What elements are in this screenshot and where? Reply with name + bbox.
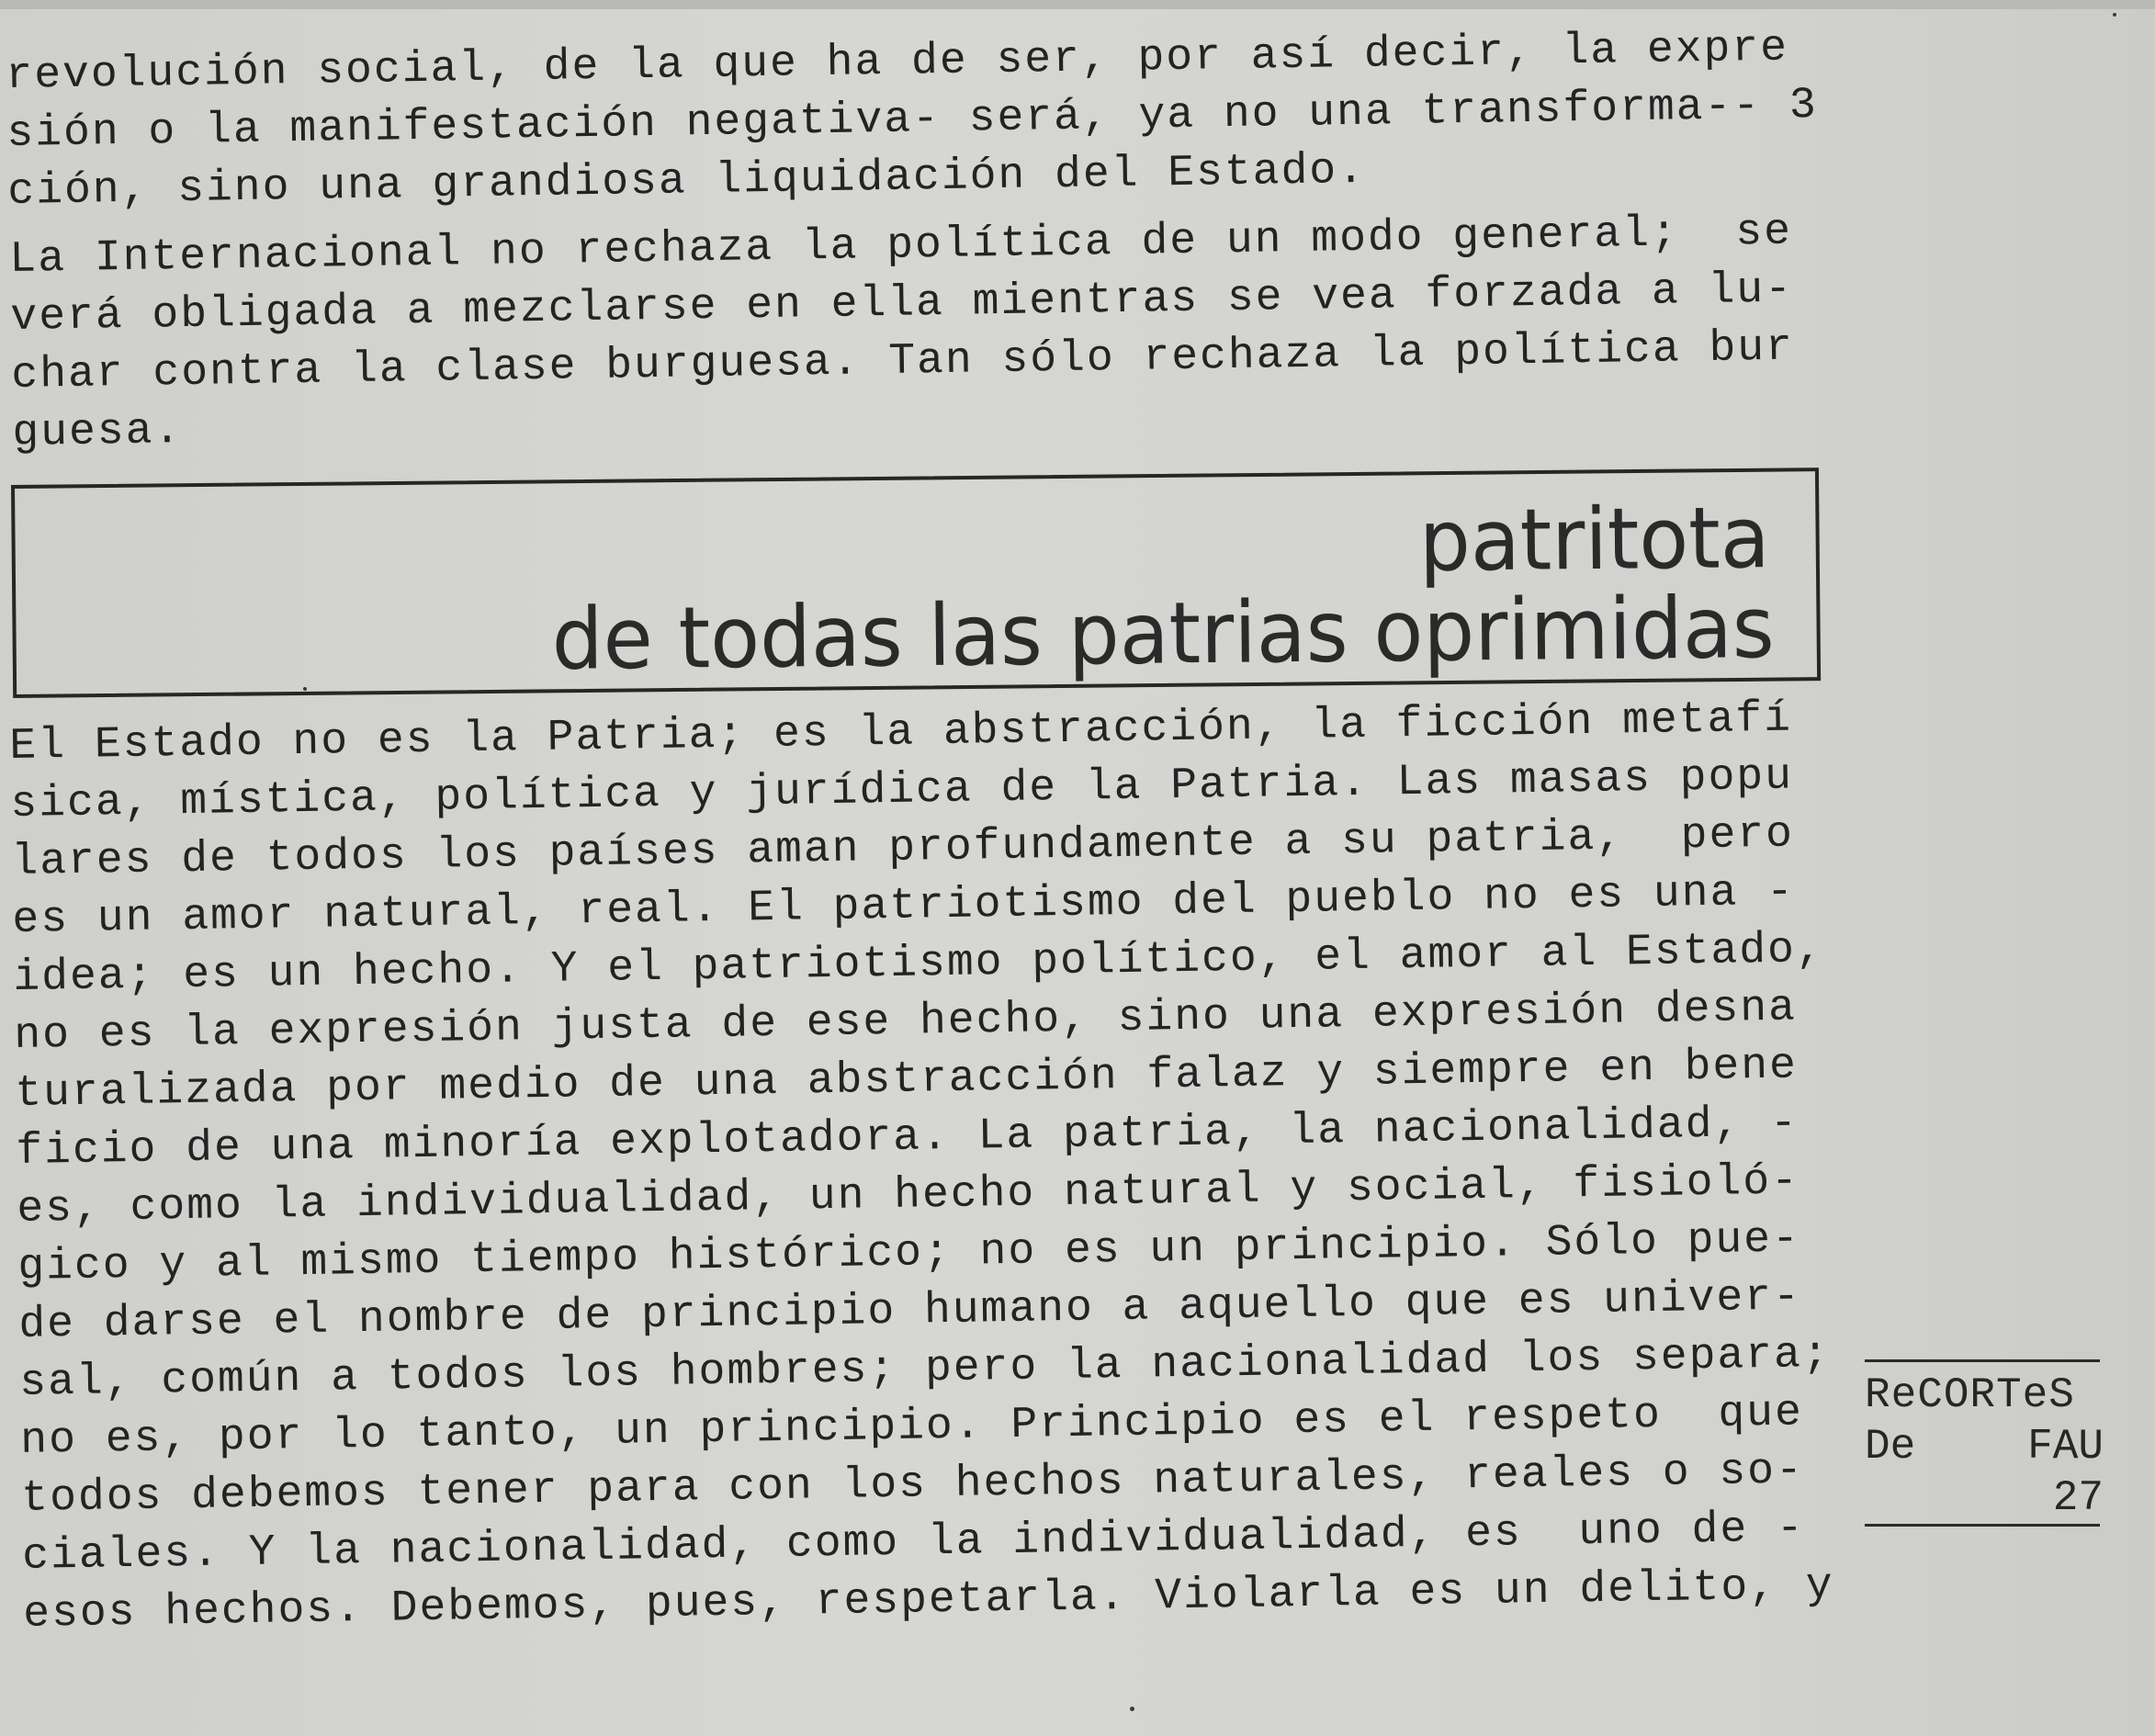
- text-line: idea; es un hecho. Y el patriotismo político, el amor al Estado,: [13, 925, 1825, 1003]
- text-line: ción, sino una grandiosa liquidación del Estado.: [7, 145, 1367, 217]
- text-line: no es la expresión justa de ese hecho, sino una expresión desna: [14, 983, 1798, 1061]
- headline-line-1: patritota: [1418, 488, 1771, 591]
- text-line: no es, por lo tanto, un principio. Principio es el respeto que: [19, 1388, 1804, 1466]
- scan-speck: [2113, 13, 2116, 17]
- text-line: sal, común a todos los hombres; pero la nacionalidad los separa;: [18, 1329, 1832, 1408]
- text-line: La Internacional no rechaza la política de un modo general; se: [9, 207, 1793, 285]
- text-line: ciales. Y la nacionalidad, como la individualidad, es uno de -: [21, 1504, 1806, 1582]
- stamp-bottom-rule: [1865, 1524, 2100, 1527]
- recortes-fau-stamp: [1865, 1359, 2104, 1527]
- text-line: lares de todos los países aman profundamente a su patria, pero: [11, 809, 1795, 887]
- text-line: es, como la individualidad, un hecho natural y social, fisioló-: [16, 1156, 1800, 1234]
- stamp-fau: FAU: [2027, 1423, 2104, 1471]
- text-line: gico y al mismo tiempo histórico; no es un principio. Sólo pue-: [17, 1214, 1801, 1292]
- text-line: El Estado no es la Patria; es la abstracción, la ficción metafí: [9, 693, 1793, 772]
- text-line: verá obligada a mezclarse en ella mientras se vea forzada a lu-: [10, 265, 1794, 343]
- text-line: esos hechos. Debemos, pues, respetarla. Violarla es un delito, y: [22, 1561, 1835, 1640]
- stamp-title: ReCORTeS: [1865, 1371, 2075, 1419]
- text-line: todos debemos tener para con los hechos naturales, reales o so-: [20, 1446, 1805, 1524]
- text-line: de darse el nombre de principio humano a aquello que es univer-: [17, 1272, 1802, 1350]
- page-top-edge: [0, 0, 2155, 9]
- text-line: turalizada por medio de una abstracción falaz y siempre en bene: [15, 1041, 1799, 1119]
- text-line: sión o la manifestación negativa- será, ya no una transforma-- 3: [6, 81, 1819, 159]
- text-line: revolución social, de la que ha de ser, por así decir, la expre: [6, 23, 1789, 101]
- stamp-source-row: [1865, 1421, 2104, 1472]
- stamp-de: De: [1865, 1423, 1916, 1471]
- headline-line-2: de todas las patrias oprimidas: [551, 578, 1776, 689]
- text-line: ficio de una minoría explotadora. La patria, la nacionalidad, -: [15, 1099, 1800, 1177]
- paragraph-internacional: [9, 203, 1841, 463]
- paragraph-revolucion: [6, 19, 1836, 221]
- text-line: guesa.: [12, 406, 183, 458]
- text-line: char contra la clase burguesa. Tan sólo rechaza la política bur: [11, 322, 1795, 400]
- paragraph-estado-patria: [9, 690, 1852, 1644]
- text-line: es un amor natural, real. El patriotismo del pueblo no es una -: [12, 867, 1796, 945]
- scan-speck: [303, 687, 307, 691]
- stamp-top-rule: [1865, 1359, 2100, 1362]
- scan-speck: [1130, 1707, 1134, 1711]
- stamp-page-number: 27: [2052, 1474, 2104, 1522]
- headline-box: [11, 468, 1821, 698]
- text-line: sica, mística, política y jurídica de la Patria. Las masas popu: [10, 751, 1794, 829]
